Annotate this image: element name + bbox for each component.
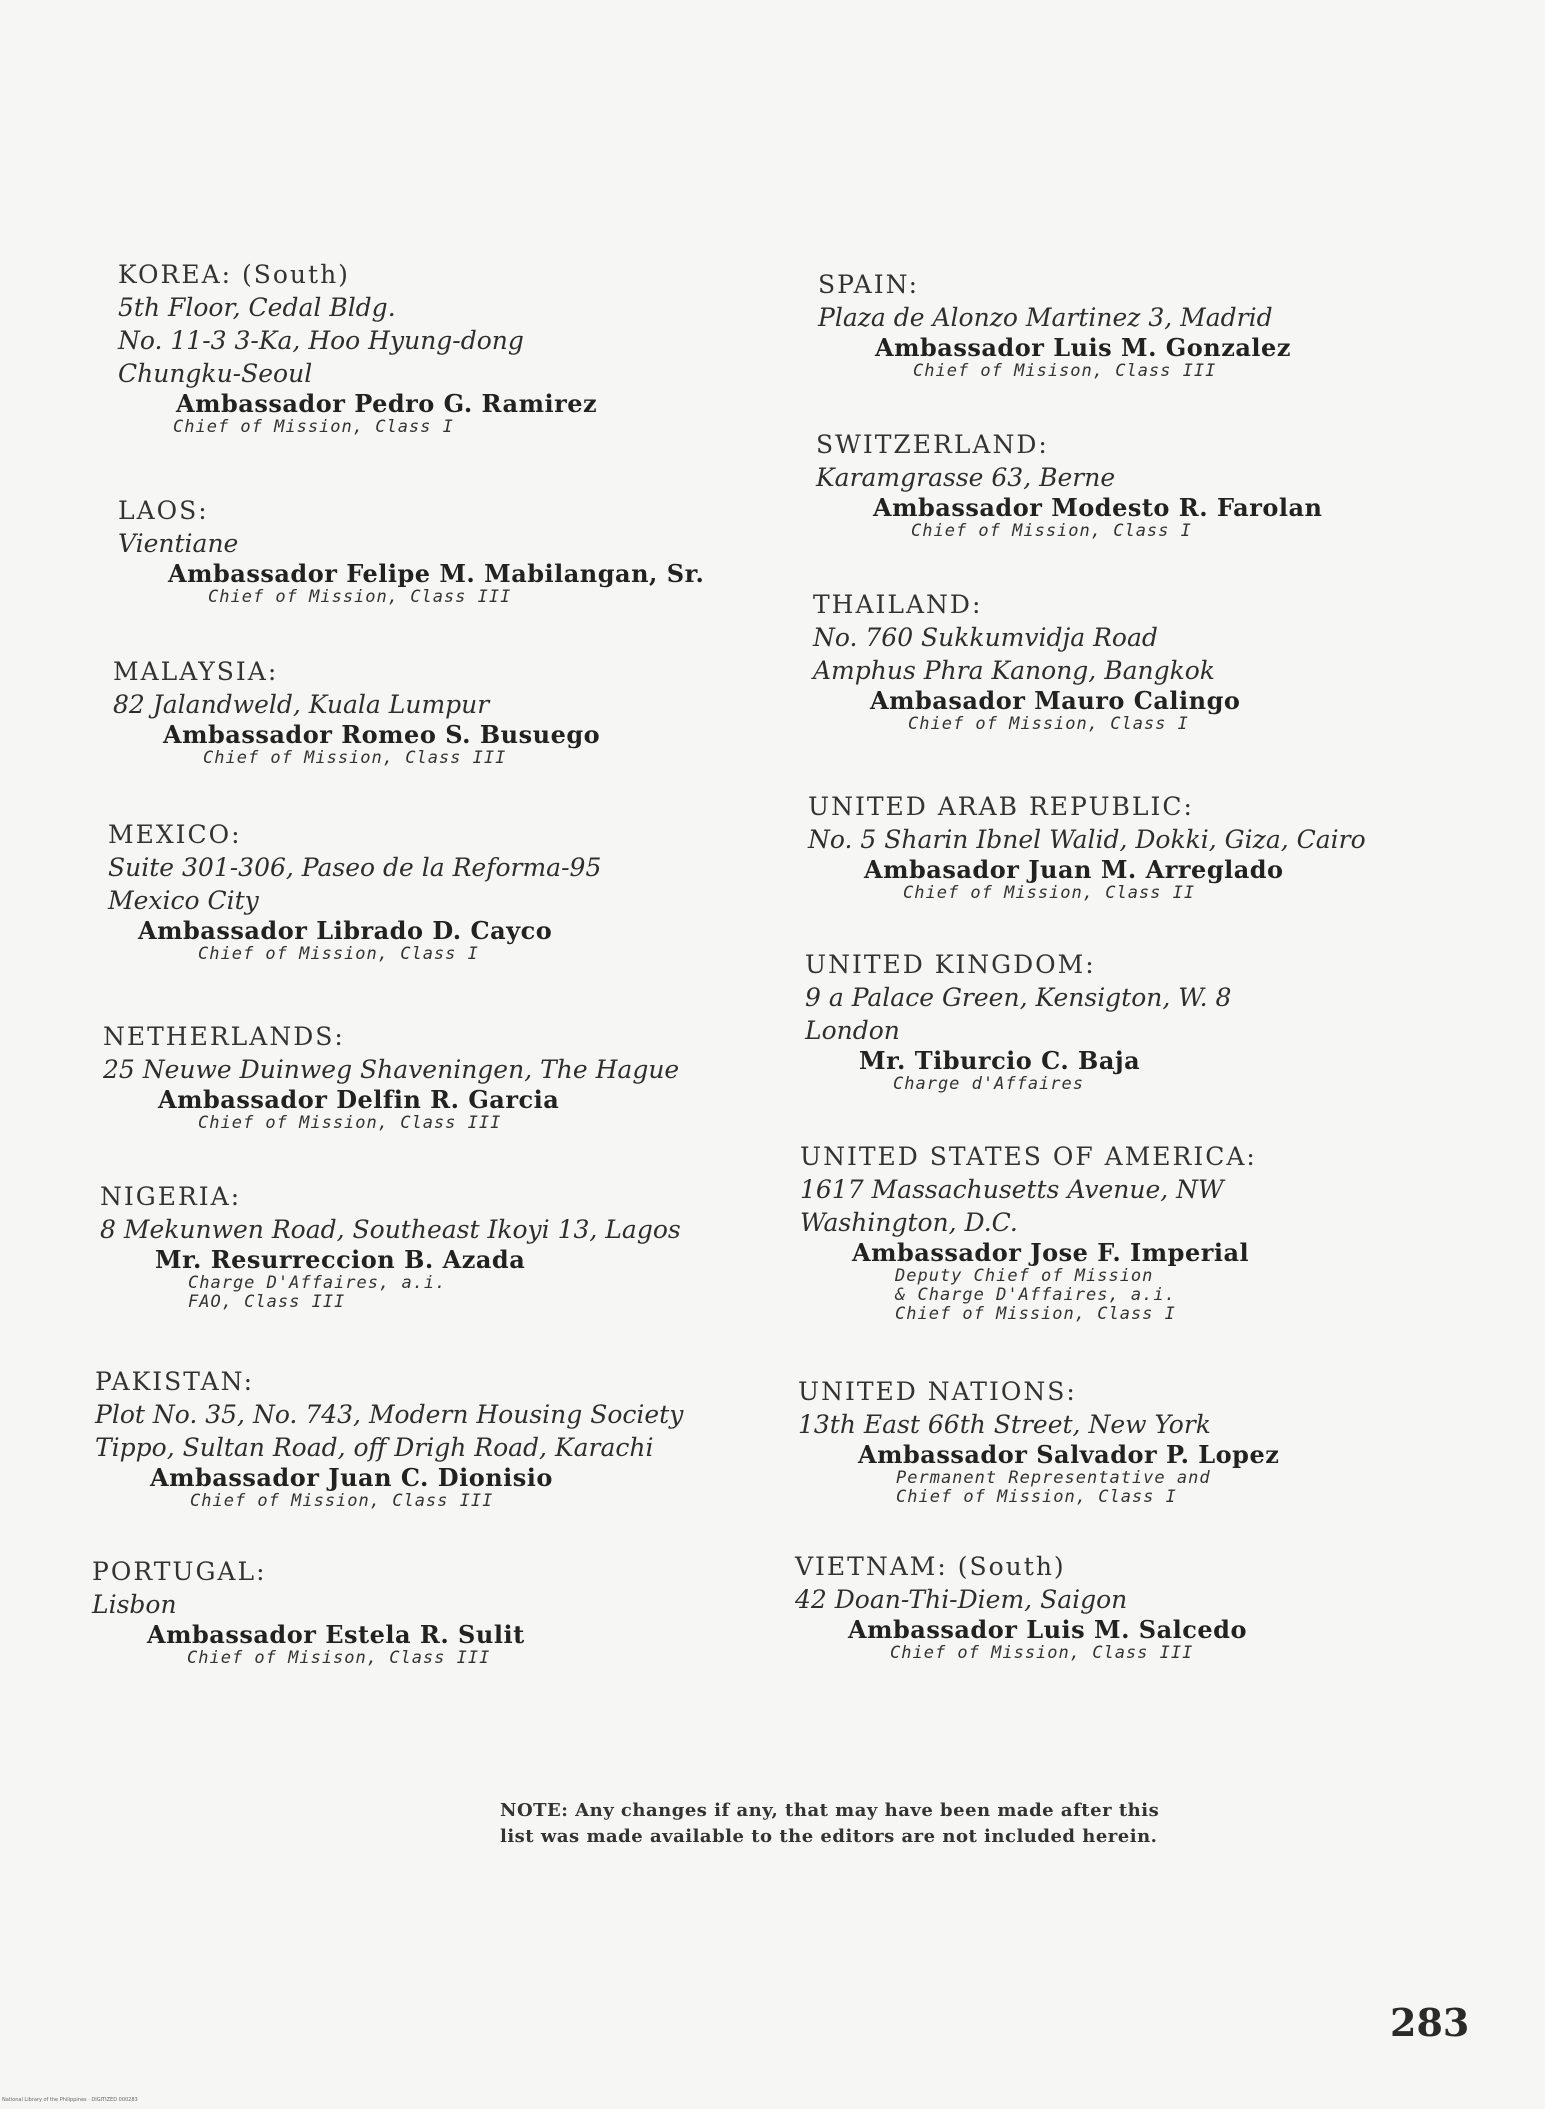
address-line: 9 a Palace Green, Kensigton, W. 8 bbox=[805, 983, 1232, 1012]
country-heading: UNITED NATIONS: bbox=[798, 1377, 1077, 1406]
mission-entry-nigeria bbox=[100, 1180, 681, 1312]
official-title: Chief of Misison, Class III bbox=[187, 1648, 491, 1668]
address-line: No. 5 Sharin Ibnel Walid, Dokki, Giza, Cairo bbox=[808, 825, 1366, 854]
official-name: Ambassador Estela R. Sulit bbox=[147, 1620, 525, 1649]
official-title: Chief of Mission, Class I bbox=[173, 417, 454, 437]
official-title: Chief of Mission, Class I bbox=[896, 1487, 1177, 1507]
official-name: Ambassador Luis M. Gonzalez bbox=[875, 333, 1291, 362]
official-title: Chief of Mission, Class I bbox=[895, 1304, 1176, 1324]
official-name: Ambassador Luis M. Salcedo bbox=[848, 1615, 1247, 1644]
editorial-note: NOTE: Any changes if any, that may have been made after this list was made available to the editors are not included herein. bbox=[500, 1800, 1160, 1847]
address-line: Washington, D.C. bbox=[800, 1208, 1018, 1237]
country-heading: KOREA: (South) bbox=[118, 260, 350, 289]
official-name: Ambassador Modesto R. Farolan bbox=[873, 493, 1323, 522]
official-title: Chief of Misison, Class III bbox=[913, 361, 1217, 381]
address-line: Plot No. 35, No. 743, Modern Housing Society bbox=[95, 1400, 684, 1429]
official-title: & Charge D'Affaires, a.i. bbox=[895, 1285, 1176, 1305]
mission-entry-malaysia bbox=[113, 655, 600, 768]
mission-entry-netherlands bbox=[103, 1020, 679, 1133]
official-title: Chief of Mission, Class I bbox=[911, 521, 1192, 541]
mission-entry-vietnam-south bbox=[795, 1550, 1247, 1663]
official-title: Chief of Mission, Class III bbox=[198, 1113, 502, 1133]
mission-entry-portugal bbox=[92, 1555, 525, 1668]
address-line: Chungku-Seoul bbox=[118, 359, 313, 388]
country-heading: PAKISTAN: bbox=[95, 1367, 255, 1396]
mission-entry-mexico bbox=[108, 818, 601, 964]
address-line: 82 Jalandweld, Kuala Lumpur bbox=[113, 690, 490, 719]
mission-entry-united-arab-republic bbox=[808, 790, 1366, 903]
mission-entry-korea-south bbox=[118, 258, 597, 437]
official-title: FAO, Class III bbox=[188, 1292, 346, 1312]
official-title: Permanent Representative and bbox=[896, 1468, 1211, 1488]
official-title: Chief of Mission, Class I bbox=[198, 944, 479, 964]
address-line: 13th East 66th Street, New York bbox=[798, 1410, 1211, 1439]
mission-entry-laos bbox=[118, 494, 704, 607]
country-heading: PORTUGAL: bbox=[92, 1557, 267, 1586]
official-name: Ambassador Felipe M. Mabilangan, Sr. bbox=[168, 559, 705, 588]
country-heading: SPAIN: bbox=[818, 270, 919, 299]
mission-entry-united-states-of-america bbox=[800, 1140, 1257, 1324]
mission-entry-pakistan bbox=[95, 1365, 683, 1511]
country-heading: THAILAND: bbox=[813, 590, 983, 619]
country-heading: NETHERLANDS: bbox=[103, 1022, 345, 1051]
country-heading: UNITED STATES OF AMERICA: bbox=[800, 1142, 1257, 1171]
official-title: Deputy Chief of Mission bbox=[895, 1266, 1154, 1286]
address-line: 5th Floor, Cedal Bldg. bbox=[118, 293, 396, 322]
official-title: Chief of Mission, Class III bbox=[890, 1643, 1194, 1663]
address-line: 1617 Massachusetts Avenue, NW bbox=[800, 1175, 1224, 1204]
country-heading: UNITED ARAB REPUBLIC: bbox=[808, 792, 1194, 821]
address-line: 8 Mekunwen Road, Southeast Ikoyi 13, Lagos bbox=[100, 1215, 681, 1244]
country-heading: MALAYSIA: bbox=[113, 657, 279, 686]
country-heading: SWITZERLAND: bbox=[816, 430, 1049, 459]
address-line: Tippo, Sultan Road, off Drigh Road, Karachi bbox=[95, 1433, 654, 1462]
address-line: London bbox=[805, 1016, 900, 1045]
mission-entry-switzerland bbox=[816, 428, 1323, 541]
address-line: No. 760 Sukkumvidja Road bbox=[813, 623, 1158, 652]
official-name: Ambasador Mauro Calingo bbox=[870, 686, 1241, 715]
official-name: Mr. Resurreccion B. Azada bbox=[155, 1245, 526, 1274]
library-footer-mark: National Library of the Philippines · DIGITIZED 000283 bbox=[2, 2097, 138, 2103]
address-line: Mexico City bbox=[108, 886, 259, 915]
official-title: Chief of Mission, Class III bbox=[208, 587, 512, 607]
address-line: Karamgrasse 63, Berne bbox=[816, 463, 1116, 492]
mission-entry-thailand bbox=[813, 588, 1240, 734]
official-title: Charge d'Affaires bbox=[893, 1074, 1084, 1094]
country-heading: VIETNAM: (South) bbox=[795, 1552, 1066, 1581]
official-name: Ambassador Salvador P. Lopez bbox=[858, 1440, 1280, 1469]
official-name: Ambassador Jose F. Imperial bbox=[852, 1238, 1250, 1267]
official-name: Mr. Tiburcio C. Baja bbox=[859, 1046, 1141, 1075]
address-line: Suite 301-306, Paseo de la Reforma-95 bbox=[108, 853, 602, 882]
mission-entry-united-kingdom bbox=[805, 948, 1231, 1094]
official-name: Ambassador Juan C. Dionisio bbox=[150, 1463, 553, 1492]
official-title: Chief of Mission, Class I bbox=[908, 714, 1189, 734]
official-name: Ambasador Juan M. Arreglado bbox=[864, 855, 1284, 884]
address-line: 25 Neuwe Duinweg Shaveningen, The Hague bbox=[103, 1055, 680, 1084]
address-line: Vientiane bbox=[118, 529, 239, 558]
country-heading: NIGERIA: bbox=[100, 1182, 242, 1211]
country-heading: LAOS: bbox=[118, 496, 209, 525]
address-line: Plaza de Alonzo Martinez 3, Madrid bbox=[818, 303, 1273, 332]
address-line: Lisbon bbox=[92, 1590, 177, 1619]
address-line: No. 11-3 3-Ka, Hoo Hyung-dong bbox=[118, 326, 524, 355]
official-title: Chief of Mission, Class II bbox=[903, 883, 1196, 903]
official-title: Chief of Mission, Class III bbox=[203, 748, 507, 768]
official-title: Charge D'Affaires, a.i. bbox=[188, 1273, 447, 1293]
official-title: Chief of Mission, Class III bbox=[190, 1491, 494, 1511]
official-name: Ambassador Delfin R. Garcia bbox=[158, 1085, 560, 1114]
official-name: Ambassador Librado D. Cayco bbox=[138, 916, 553, 945]
page-number: 283 bbox=[1390, 2000, 1470, 2045]
official-name: Ambassador Romeo S. Busuego bbox=[163, 720, 601, 749]
address-line: Amphus Phra Kanong, Bangkok bbox=[813, 656, 1215, 685]
address-line: 42 Doan-Thi-Diem, Saigon bbox=[795, 1585, 1128, 1614]
country-heading: UNITED KINGDOM: bbox=[805, 950, 1096, 979]
country-heading: MEXICO: bbox=[108, 820, 242, 849]
official-name: Ambassador Pedro G. Ramirez bbox=[176, 389, 598, 418]
mission-entry-spain bbox=[818, 268, 1291, 381]
mission-entry-united-nations bbox=[798, 1375, 1279, 1507]
